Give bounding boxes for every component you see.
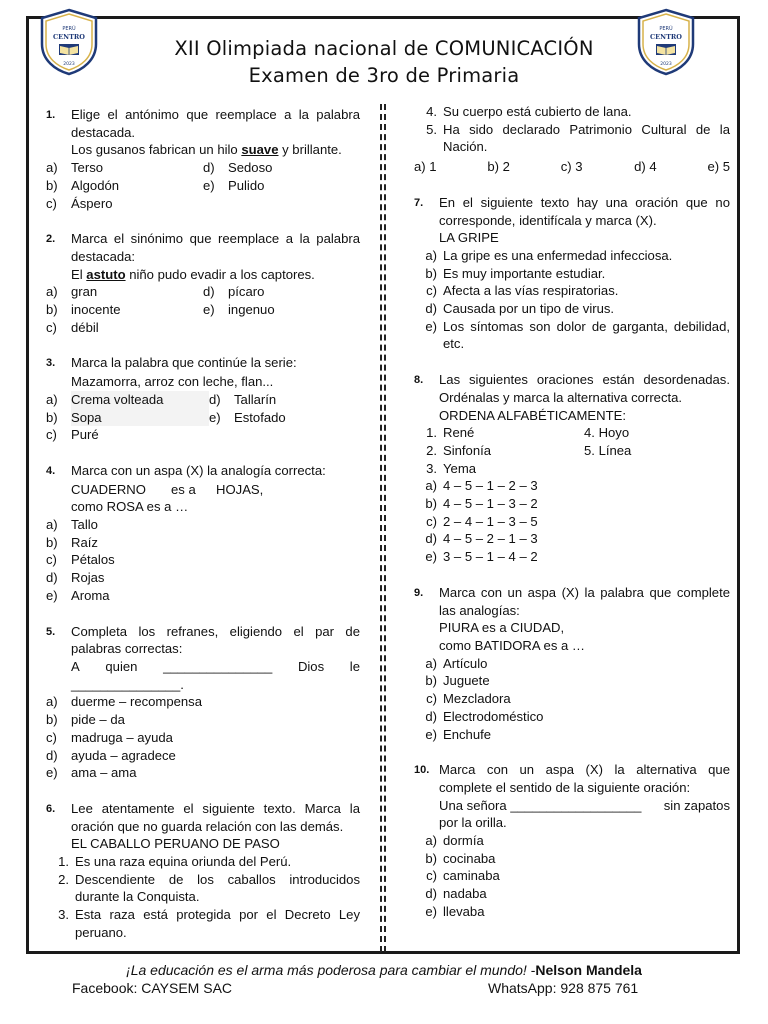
reading-sentence: 3. Esta raza está protegida por el Decreto Ley peruano. [58, 907, 360, 940]
svg-text:CENTRO: CENTRO [650, 33, 682, 41]
question-8 [414, 371, 730, 566]
question-number: 2. [46, 233, 56, 246]
question-number: 4. [46, 464, 56, 477]
option-a[interactable]: a) dormía [425, 833, 484, 849]
svg-text:2023: 2023 [63, 62, 75, 67]
question-text: Lee atentamente el siguiente texto. Marca la oración que no guarda relación con las demás. [71, 800, 360, 834]
question-text: Marca con un aspa (X) la analogía correcta: [71, 462, 326, 478]
option-a[interactable]: a) Tallo [46, 517, 98, 533]
option-e[interactable]: e) ama – ama [46, 765, 137, 781]
question-number: 10. [414, 764, 430, 777]
option-a[interactable]: a) La gripe es una enfermedad infecciosa. [425, 247, 673, 263]
option-b[interactable]: b) Juguete [425, 673, 490, 689]
whatsapp-contact: WhatsApp: 928 875 761 [488, 980, 639, 996]
footer-quote: ¡La educación es el arma más poderosa para cambiar el mundo! -Nelson Mandela [126, 962, 642, 978]
question-number: 3. [46, 357, 56, 370]
option-b[interactable]: b) Algodón [46, 177, 120, 193]
question-2 [46, 230, 360, 336]
option-a[interactable]: a) Crema volteada [46, 391, 209, 409]
option-c[interactable]: c) Mezcladora [426, 691, 511, 707]
question-number: 6. [46, 802, 56, 815]
option-e[interactable]: e) Pulido [203, 177, 265, 193]
sentence-blank-line-2: por la orilla. [439, 815, 507, 831]
question-6-continued [414, 103, 730, 176]
option-e[interactable]: e) 5 [707, 159, 731, 175]
question-text: Marca el sinónimo que reemplace a la palabra destacada: [71, 231, 360, 264]
word-item: 3. Yema [426, 460, 477, 476]
highlighted-word: suave [241, 142, 279, 158]
option-c[interactable]: c) Puré [46, 427, 99, 443]
option-a[interactable]: a) Terso [46, 160, 104, 176]
svg-text:2023: 2023 [660, 62, 672, 67]
option-a[interactable]: a) 1 [414, 159, 437, 175]
option-c[interactable]: c) 3 [560, 159, 583, 175]
option-b[interactable]: b) 4 – 5 – 1 – 3 – 2 [425, 496, 538, 512]
option-a[interactable]: a) duerme – recompensa [46, 694, 203, 710]
question-number: 7. [414, 196, 424, 209]
reading-heading: EL CABALLO PERUANO DE PASO [71, 836, 280, 852]
option-c[interactable]: c) caminaba [426, 868, 500, 884]
question-text: Elige el antónimo que reemplace a la palabra destacada. [71, 107, 360, 140]
series-text: Mazamorra, arroz con leche, flan... [71, 374, 274, 390]
option-c[interactable]: c) Áspero [46, 195, 113, 211]
option-d[interactable]: d) ayuda – agradece [46, 747, 176, 763]
option-e[interactable]: e) Aroma [46, 587, 110, 603]
option-b[interactable]: b) Sopa [46, 409, 209, 427]
option-d[interactable]: d) pícaro [203, 284, 265, 300]
option-b[interactable]: b) Raíz [46, 534, 98, 550]
option-b[interactable]: b) inocente [46, 302, 121, 318]
question-text: Marca la palabra que continúe la serie: [71, 355, 297, 371]
option-b[interactable]: b) cocinaba [425, 850, 496, 866]
option-b[interactable]: b) pide – da [46, 712, 125, 728]
highlighted-word: astuto [86, 266, 126, 282]
question-text: En el siguiente texto hay una oración que no corresponde, identifícala y marca (X). [439, 194, 730, 228]
quote-author: Nelson Mandela [535, 962, 642, 978]
question-number: 5. [46, 625, 56, 638]
exam-title: XII Olimpiada nacional de COMUNICACIÓN [174, 37, 594, 60]
svg-text:PERÚ: PERÚ [62, 26, 76, 32]
option-c[interactable]: c) madruga – ayuda [46, 729, 173, 745]
left-column [46, 106, 360, 942]
question-number: 8. [414, 374, 424, 387]
option-d[interactable]: d) Electrodoméstico [425, 708, 544, 724]
option-e[interactable]: e) ingenuo [203, 302, 275, 318]
question-10 [414, 761, 730, 920]
analogy-line: PIURA es a CIUDAD, [439, 620, 565, 636]
question-5 [46, 623, 360, 782]
option-d[interactable]: d) Tallarín [209, 391, 277, 407]
option-c[interactable]: c) Pétalos [46, 552, 115, 568]
question-text: Completa los refranes, eligiendo el par de palabras correctas: [71, 623, 360, 657]
option-b[interactable]: b) 2 [487, 159, 510, 175]
reading-sentence: 2. Descendiente de los caballos introducidos durante la Conquista. [58, 871, 360, 905]
option-d[interactable]: d) 4 – 5 – 2 – 1 – 3 [425, 531, 538, 547]
question-sentence: El astuto niño pudo evadir a los captores. [71, 266, 315, 282]
option-b[interactable]: b) Es muy importante estudiar. [425, 265, 606, 281]
analogy-line-2: como BATIDORA es a … [439, 637, 586, 653]
question-number: 1. [46, 109, 56, 121]
option-e[interactable]: e) 3 – 5 – 1 – 4 – 2 [425, 549, 538, 565]
word-item: 1. René [426, 425, 475, 441]
question-9 [414, 584, 730, 743]
facebook-contact: Facebook: CAYSEM SAC [72, 980, 233, 996]
proverb-blank-line-2: _______________. [71, 676, 184, 692]
question-7 [414, 194, 730, 353]
question-sentence: Los gusanos fabrican un hilo suave y brillante. [71, 142, 342, 158]
column-divider [380, 104, 386, 952]
option-d[interactable]: d) 4 [634, 159, 657, 175]
option-e[interactable]: e) llevaba [425, 903, 485, 919]
option-e[interactable]: e) Estofado [209, 409, 286, 425]
option-d[interactable]: d) Rojas [46, 570, 105, 586]
option-c[interactable]: c) Afecta a las vías respiratorias. [426, 283, 619, 299]
reading-heading: LA GRIPE [439, 230, 499, 246]
sentence-blank-line: Una señora __________________ sin zapatos [439, 797, 730, 813]
option-a[interactable]: a) gran [46, 284, 98, 300]
question-6 [46, 800, 360, 942]
option-d[interactable]: d) Causada por un tipo de virus. [425, 301, 615, 317]
option-e[interactable]: e) Los síntomas son dolor de garganta, debilidad, etc. [425, 318, 730, 352]
option-a[interactable]: a) 4 – 5 – 1 – 2 – 3 [425, 478, 538, 494]
option-c[interactable]: c) débil [46, 319, 99, 335]
option-e[interactable]: e) Enchufe [425, 726, 492, 742]
right-column [414, 103, 730, 921]
question-3 [46, 354, 360, 444]
svg-text:CENTRO: CENTRO [53, 33, 85, 41]
question-4 [46, 462, 360, 605]
reading-heading: ORDENA ALFABÉTICAMENTE: [439, 407, 626, 423]
question-text: Marca con un aspa (X) la palabra que complete las analogías: [439, 584, 730, 618]
word-item: 2. Sinfonía [426, 442, 492, 458]
reading-sentence: 1. Es una raza equina oriunda del Perú. [58, 854, 292, 870]
proverb-blank-line: A quien _______________ Dios le [71, 658, 360, 674]
question-1 [46, 106, 360, 212]
option-a[interactable]: a) Artículo [425, 655, 488, 671]
options-row [414, 158, 730, 176]
analogy-line-2: como ROSA es a … [71, 499, 189, 515]
exam-subtitle: Examen de 3ro de Primaria [248, 64, 520, 87]
option-d[interactable]: d) Sedoso [203, 160, 273, 176]
reading-sentence: 4. Su cuerpo está cubierto de lana. [426, 104, 632, 119]
question-number: 9. [414, 586, 424, 599]
question-text: Las siguientes oraciones están desordenadas. Ordénalas y marca la alternativa correcta. [439, 372, 730, 405]
option-c[interactable]: c) 2 – 4 – 1 – 3 – 5 [426, 513, 538, 529]
question-text: Marca con un aspa (X) la alternativa que complete el sentido de la siguiente oración: [439, 762, 730, 795]
word-item: 4. Hoyo [584, 425, 630, 441]
reading-sentence: 5. Ha sido declarado Patrimonio Cultural de la Nación. [426, 121, 730, 155]
analogy-line: CUADERNO es a HOJAS, [71, 481, 264, 497]
option-d[interactable]: d) nadaba [425, 886, 487, 902]
svg-text:PERÚ: PERÚ [659, 26, 673, 32]
word-item: 5. Línea [584, 442, 632, 458]
